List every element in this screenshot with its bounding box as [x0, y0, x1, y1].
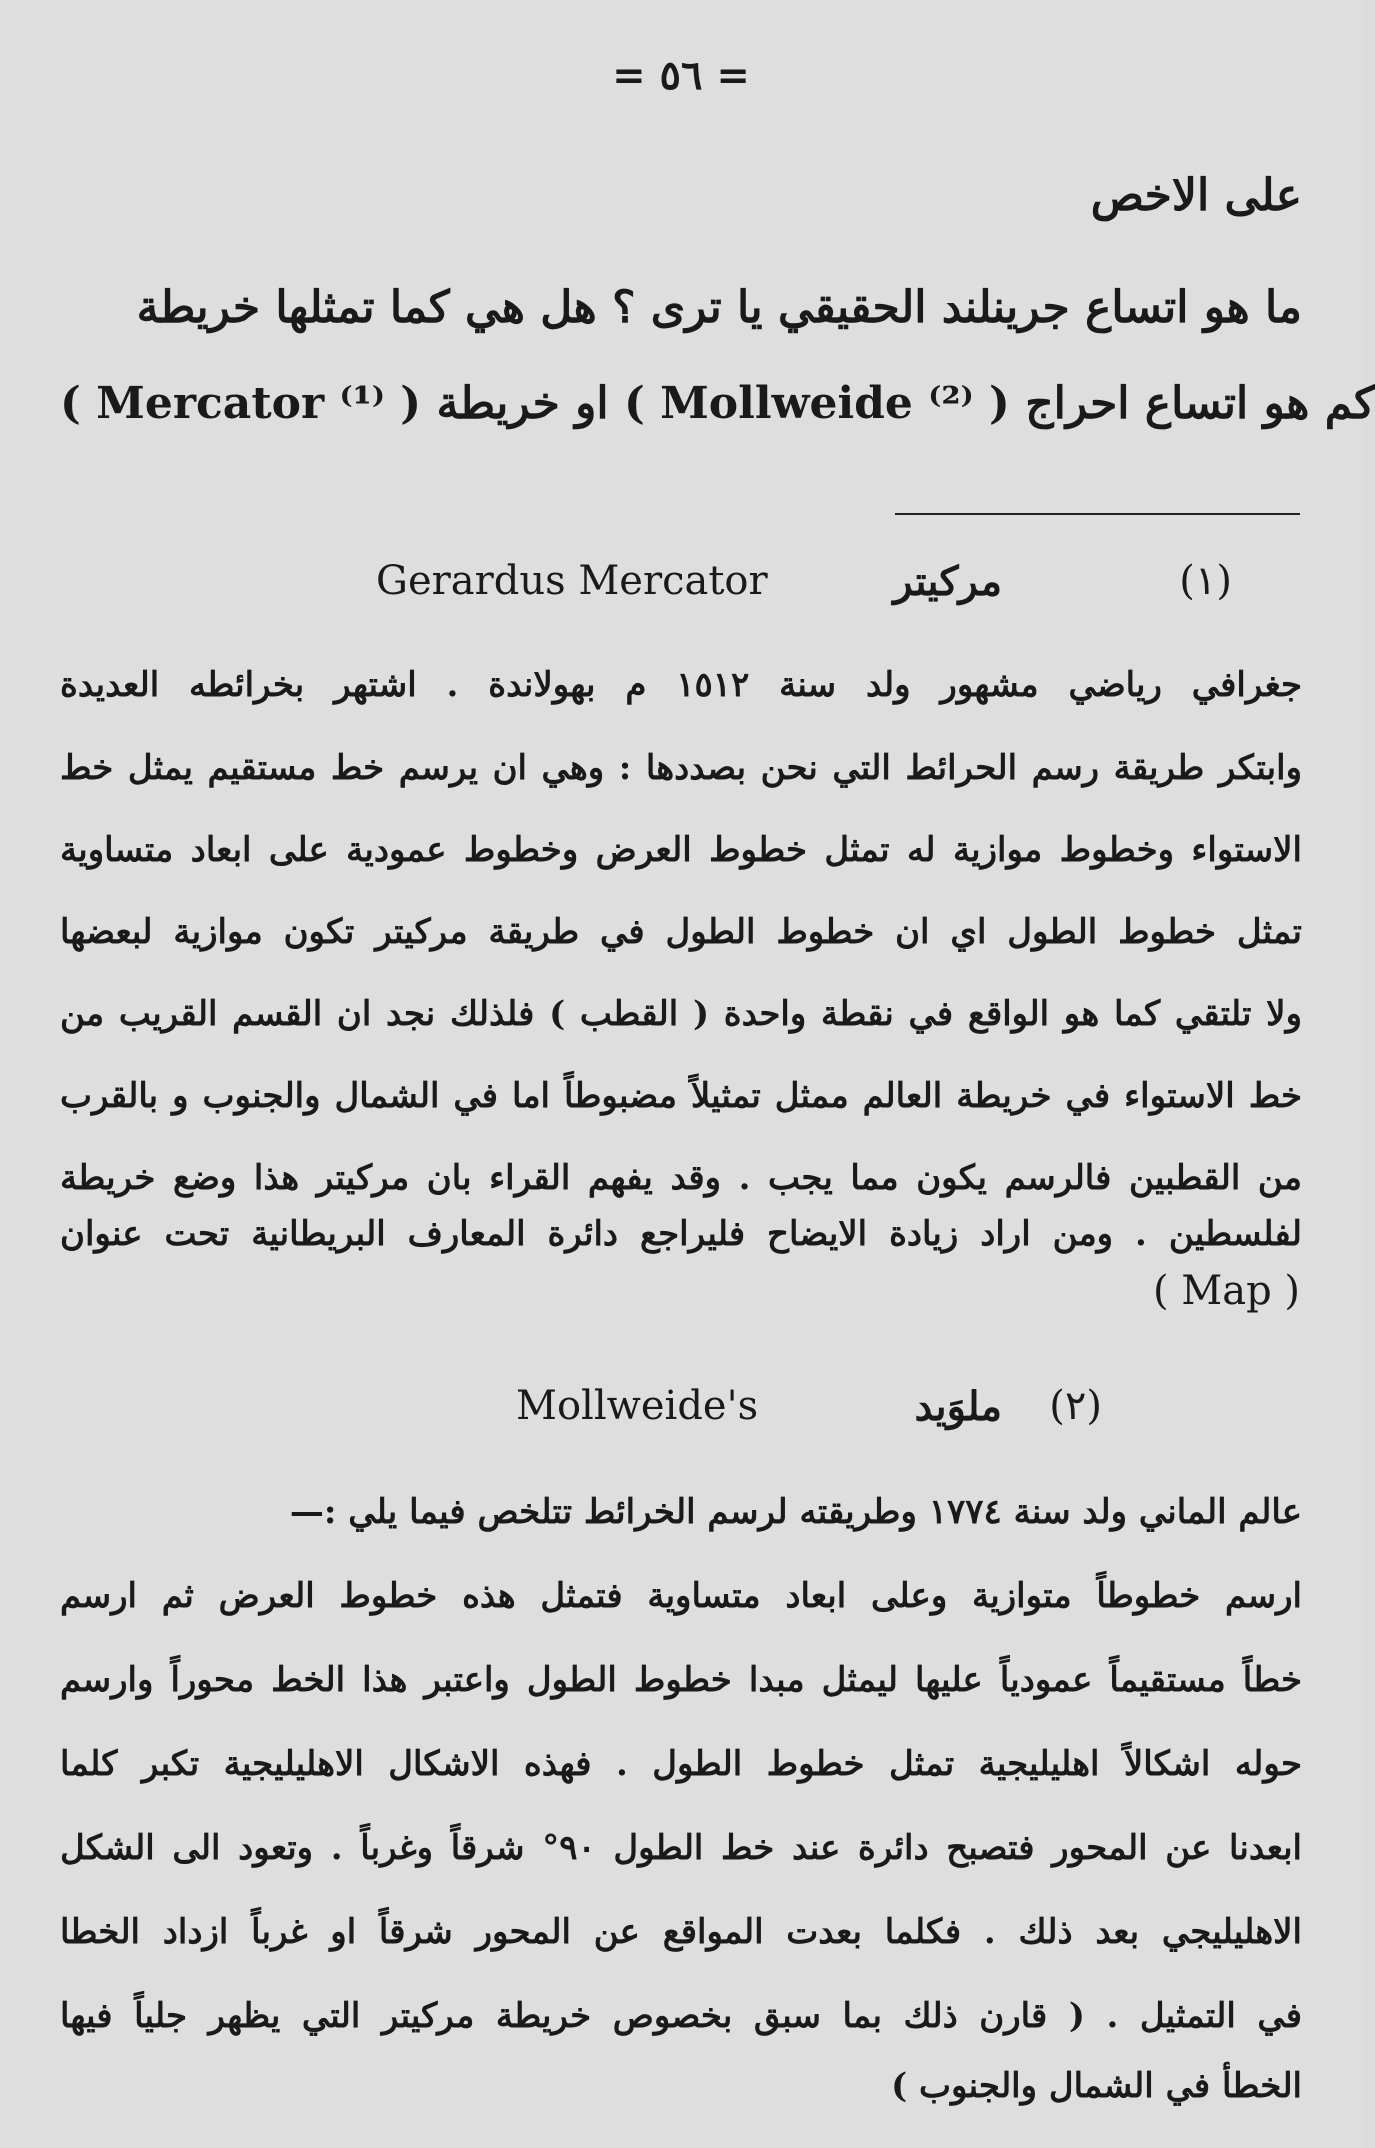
- footnote-1-line-8: لفلسطين . ومن اراد زيادة الايضاح فليراجع دائرة المعارف البريطانية تحت عنوان: [60, 1214, 1302, 1254]
- main-text-line-1: ما هو اتساع جرينلند الحقيقي يا ترى ؟ هل هي كما تمثلها خريطة: [136, 282, 1302, 333]
- footnote-1-line-7: من القطبين فالرسم يكون مما يجب . وقد يفهم القراء بان مركيتر هذا وضع خريطة: [60, 1158, 1302, 1198]
- footnote-2-number: (٢): [1049, 1383, 1102, 1429]
- footnote-1-trailing: ( Map ): [1152, 1268, 1300, 1314]
- footnote-1-line-4: تمثل خطوط الطول اي ان خطوط الطول في طريقة مركيتر تكون موازية لبعضها: [60, 912, 1302, 952]
- footnote-2-latin-name: Mollweide's: [516, 1383, 759, 1429]
- footnote-2-heading: [60, 1383, 1302, 1443]
- footnote-1-line-3: الاستواء وخطوط موازية له تمثل خطوط العرض وخطوط عمودية على ابعاد متساوية: [60, 830, 1302, 870]
- footnote-1-heading: [60, 558, 1302, 618]
- footnote-2-line-3: خطاً مستقيماً عمودياً عليها ليمثل مبدا خطوط الطول واعتبر هذا الخط محوراً وارسم: [60, 1660, 1302, 1700]
- footnote-2-line-4: حوله اشكالاً اهليليجية تمثل خطوط الطول . فهذه الاشكال الاهليليجية تكبر كلما: [60, 1744, 1302, 1784]
- footnote-2-line-2: ارسم خطوطاً متوازية وعلى ابعاد متساوية فتمثل هذه خطوط العرض ثم ارسم: [60, 1576, 1302, 1616]
- footnote-1-line-2: وابتكر طريقة رسم الحرائط التي نحن بصددها : وهي ان يرسم خط مستقيم يمثل خط: [60, 748, 1302, 788]
- footnote-2-line-5: ابعدنا عن المحور فتصبح دائرة عند خط الطول ٩٠° شرقاً وغرباً . وتعود الى الشكل: [60, 1828, 1303, 1868]
- main-text-line-2: ( Mercator ⁽¹⁾ ) او خريطة ( Mollweide ⁽²⁾ ) كم هو اتساع احراج: [60, 378, 1375, 429]
- footnote-2-line-7: في التمثيل . ( قارن ذلك بما سبق بخصوص خريطة مركيتر التي يظهر جلياً فيها: [60, 1996, 1302, 2036]
- section-heading: على الاخص: [1090, 170, 1302, 221]
- footnote-2-line-1: عالم الماني ولد سنة ١٧٧٤ وطريقته لرسم الخرائط تتلخص فيما يلي :—: [289, 1492, 1302, 1532]
- footnote-separator: [895, 513, 1300, 515]
- footnote-1-line-5: ولا تلتقي كما هو الواقع في نقطة واحدة ( القطب ) فلذلك نجد ان القسم القريب من: [60, 994, 1302, 1034]
- footnote-1-line-6: خط الاستواء في خريطة العالم ممثل تمثيلاً مضبوطاً اما في الشمال والجنوب و بالقرب: [60, 1076, 1302, 1116]
- footnote-1-latin-name: Gerardus Mercator: [376, 558, 768, 604]
- footnote-2-line-8: الخطأ في الشمال والجنوب ): [891, 2066, 1302, 2106]
- footnote-1-number: (١): [1179, 558, 1232, 604]
- footnote-2-line-6: الاهليليجي بعد ذلك . فكلما بعدت المواقع عن المحور شرقاً او غرباً ازداد الخطا: [60, 1912, 1302, 1952]
- footnote-1-line-1: جغرافي رياضي مشهور ولد سنة ١٥١٢ م بهولاندة . اشتهر بخرائطه العديدة: [60, 665, 1302, 705]
- footnote-1-arabic-name: مركيتر: [893, 558, 1002, 605]
- page-number: = ٥٦ =: [612, 52, 750, 99]
- footnote-2-arabic-name: ملوَيد: [914, 1383, 1002, 1430]
